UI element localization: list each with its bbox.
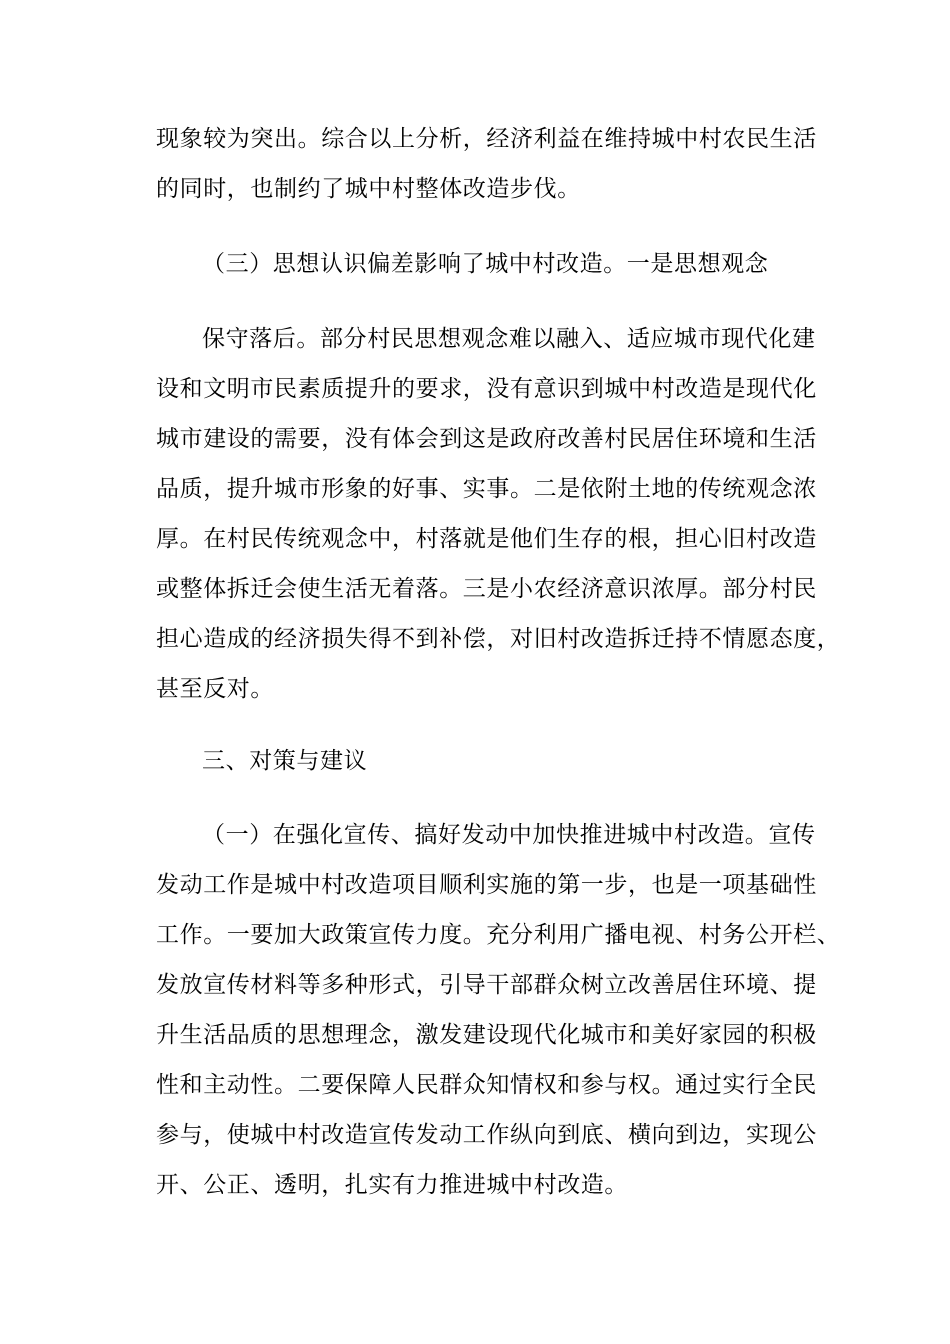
text-line: 担心造成的经济损失得不到补偿，对旧村改造拆迁持不情愿态度， [156,626,841,652]
subsection-heading: （一）在强化宣传、搞好发动中加快推进城中村改造。宣传 [202,822,816,848]
text-line: 升生活品质的思想理念，激发建设现代化城市和美好家园的积极 [156,1022,817,1048]
text-line: 现象较为突出。综合以上分析，经济利益在维持城中村农民生活 [156,126,817,152]
text-line: 的同时，也制约了城中村整体改造步伐。 [156,176,581,202]
text-line: 品质，提升城市形象的好事、实事。二是依附土地的传统观念浓 [156,476,817,502]
text-line: 发放宣传材料等多种形式，引导干部群众树立改善居住环境、提 [156,972,817,998]
text-line: 发动工作是城中村改造项目顺利实施的第一步，也是一项基础性 [156,872,817,898]
text-line: 设和文明市民素质提升的要求，没有意识到城中村改造是现代化 [156,376,817,402]
text-line: 厚。在村民传统观念中，村落就是他们生存的根，担心旧村改造 [156,526,817,552]
text-line: 工作。一要加大政策宣传力度。充分利用广播电视、村务公开栏、 [156,922,841,948]
text-line: 城市建设的需要，没有体会到这是政府改善村民居住环境和生活 [156,426,817,452]
text-line: 性和主动性。二要保障人民群众知情权和参与权。通过实行全民 [156,1072,817,1098]
text-line: 保守落后。部分村民思想观念难以融入、适应城市现代化建 [202,326,816,352]
text-line: 或整体拆迁会使生活无着落。三是小农经济意识浓厚。部分村民 [156,576,817,602]
subsection-heading: （三）思想认识偏差影响了城中村改造。一是思想观念 [202,251,769,277]
text-line: 甚至反对。 [156,676,274,702]
text-line: 开、公正、透明，扎实有力推进城中村改造。 [156,1172,628,1198]
section-heading: 三、对策与建议 [202,748,368,774]
text-line: 参与，使城中村改造宣传发动工作纵向到底、横向到边，实现公 [156,1122,817,1148]
